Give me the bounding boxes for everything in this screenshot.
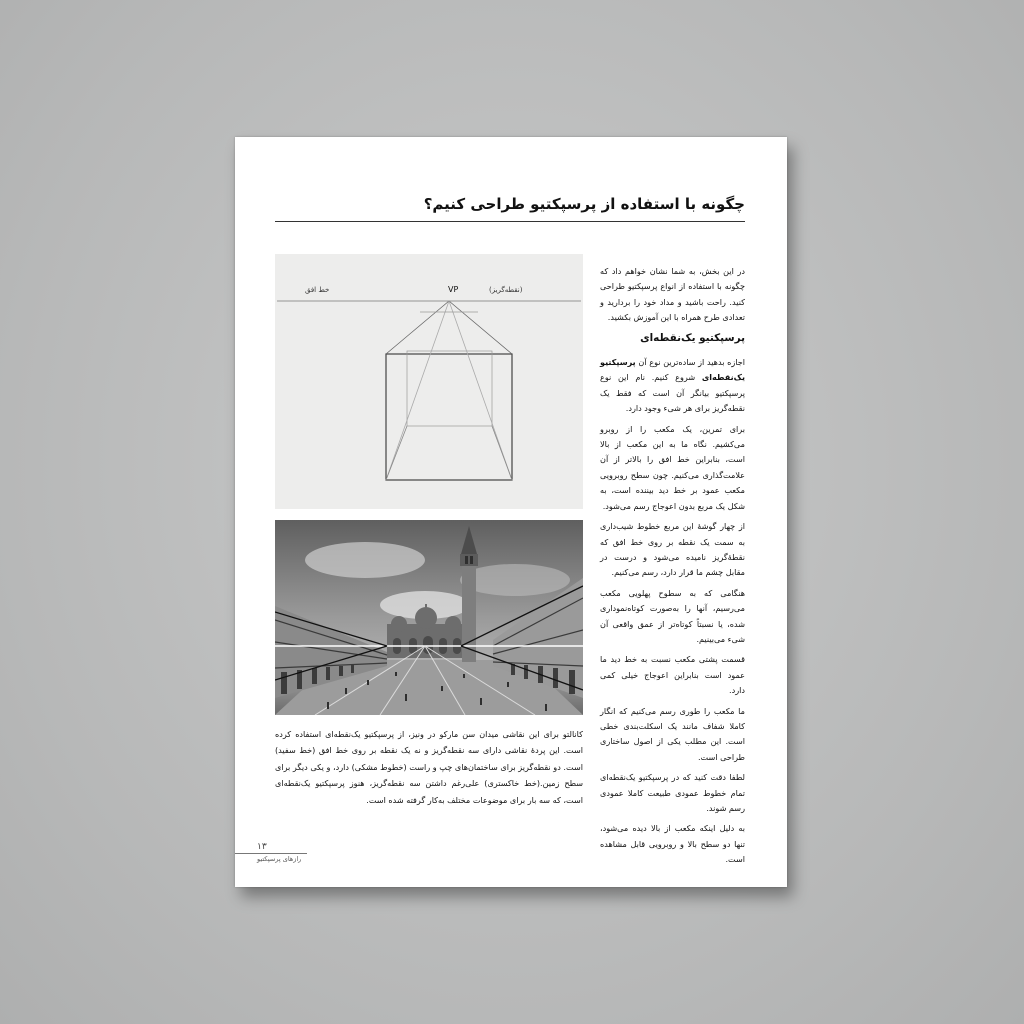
footer-rule <box>235 853 307 854</box>
title-rule <box>275 221 745 222</box>
painting-svg <box>275 520 583 715</box>
vp-label: VP <box>448 285 459 294</box>
cube-sketch-svg <box>275 254 583 509</box>
vp-note: (نقطه‌گریز) <box>489 286 523 294</box>
page-title: چگونه با استفاده از پرسپکتیو طراحی کنیم؟ <box>423 195 745 213</box>
paragraph-6: ما مکعب را طوری رسم می‌کنیم که انگار کاملا شفاف مانند یک اسکلت‌بندی خطی است. این مطلب یکی از اصول ساختاری طراحی است. <box>600 705 745 762</box>
section-heading: پرسپکتیو یک‌نقطه‌ای <box>640 331 745 344</box>
paragraph-8: به دلیل اینکه مکعب از بالا دیده می‌شود، تنها دو سطح بالا و روبرویی قابل مشاهده است. <box>600 823 745 865</box>
running-footer: رازهای پرسپکتیو <box>257 855 302 863</box>
intro-paragraph: در این بخش، به شما نشان خواهم داد که چگونه با استفاده از انواع پرسپکتیو طراحی کنید. راحت باشید و مداد خود را بردارید و تعدادی طرح همراه با این آموزش بکشید. <box>600 266 745 323</box>
paragraph-1-rest: شروع کنیم. نام این نوع پرسپکتیو بیانگر آن است که فقط یک نقطه‌گریز برای هر شیء وجود دارد. <box>600 372 745 414</box>
paragraph-3: از چهار گوشهٔ این مربع خطوط شیب‌داری به سمت یک نقطه بر روی خط افق که نقطهٔ‌گریز نامیده می‌شود و درست در مقابل چشم ما قرار دارد، رسم می‌کنیم. <box>600 521 745 578</box>
book-page <box>235 137 787 887</box>
text-column <box>600 264 745 873</box>
page-number: ۱۳ <box>257 842 267 852</box>
paragraph-1-lead: اجازه بدهید از ساده‌ترین نوع آن <box>635 357 745 368</box>
cube-perspective-sketch <box>275 254 583 509</box>
paragraph-1-term: پرسپکتیو یک‌نقطه‌ای <box>600 357 745 383</box>
figure-caption: کانالتو برای این نقاشی میدان سن مارکو در ونیز، از پرسپکتیو یک‌نقطه‌ای استفاده کرده است. این پردهٔ نقاشی دارای سه نقطه‌گریز و نه یک نقطه بر روی خط افق (خط سفید) است. دو نقطه‌گریز برای ساختمان‌های چپ و راست (خطوط مشکی) دارد، و یکی دیگر برای سطح زمین.(خط خاکستری) علی‌رغم داشتن سه نقطه‌گریز، هنوز پرسپکتیو یک‌نقطه‌ای است، که سه بار برای موضوعات مختلف به‌کار گرفته شده است. <box>275 729 583 805</box>
paragraph-2: برای تمرین، یک مکعب را از روبرو می‌کشیم. نگاه ما به این مکعب از بالا است، بنابراین خط افق را بالاتر از آن علامت‌گذاری می‌کنیم. چون سطح روبرویی مکعب عمود بر خط دید بیننده است، به شکل یک مربع بدون اعوجاج رسم می‌شود. <box>600 423 745 511</box>
paragraph-5: قسمت پشتی مکعب نسبت به خط دید ما عمود است بنابراین اعوجاج خیلی کمی دارد. <box>600 654 745 696</box>
paragraph-4: هنگامی که به سطوح پهلویی مکعب می‌رسیم، آنها را به‌صورت کوتاه‌نموداری شده، یا نسبتاً کوتاه‌تر از عمق واقعی آن شیء می‌بینیم. <box>600 587 745 644</box>
paragraph-7: لطفا دقت کنید که در پرسپکتیو یک‌نقطه‌ای تمام خطوط عمودی طبیعت کاملا عمودی رسم شوند. <box>600 772 745 813</box>
paragraph-1 <box>600 355 745 417</box>
horizon-label: خط افق <box>305 286 330 294</box>
canaletto-painting <box>275 520 583 715</box>
